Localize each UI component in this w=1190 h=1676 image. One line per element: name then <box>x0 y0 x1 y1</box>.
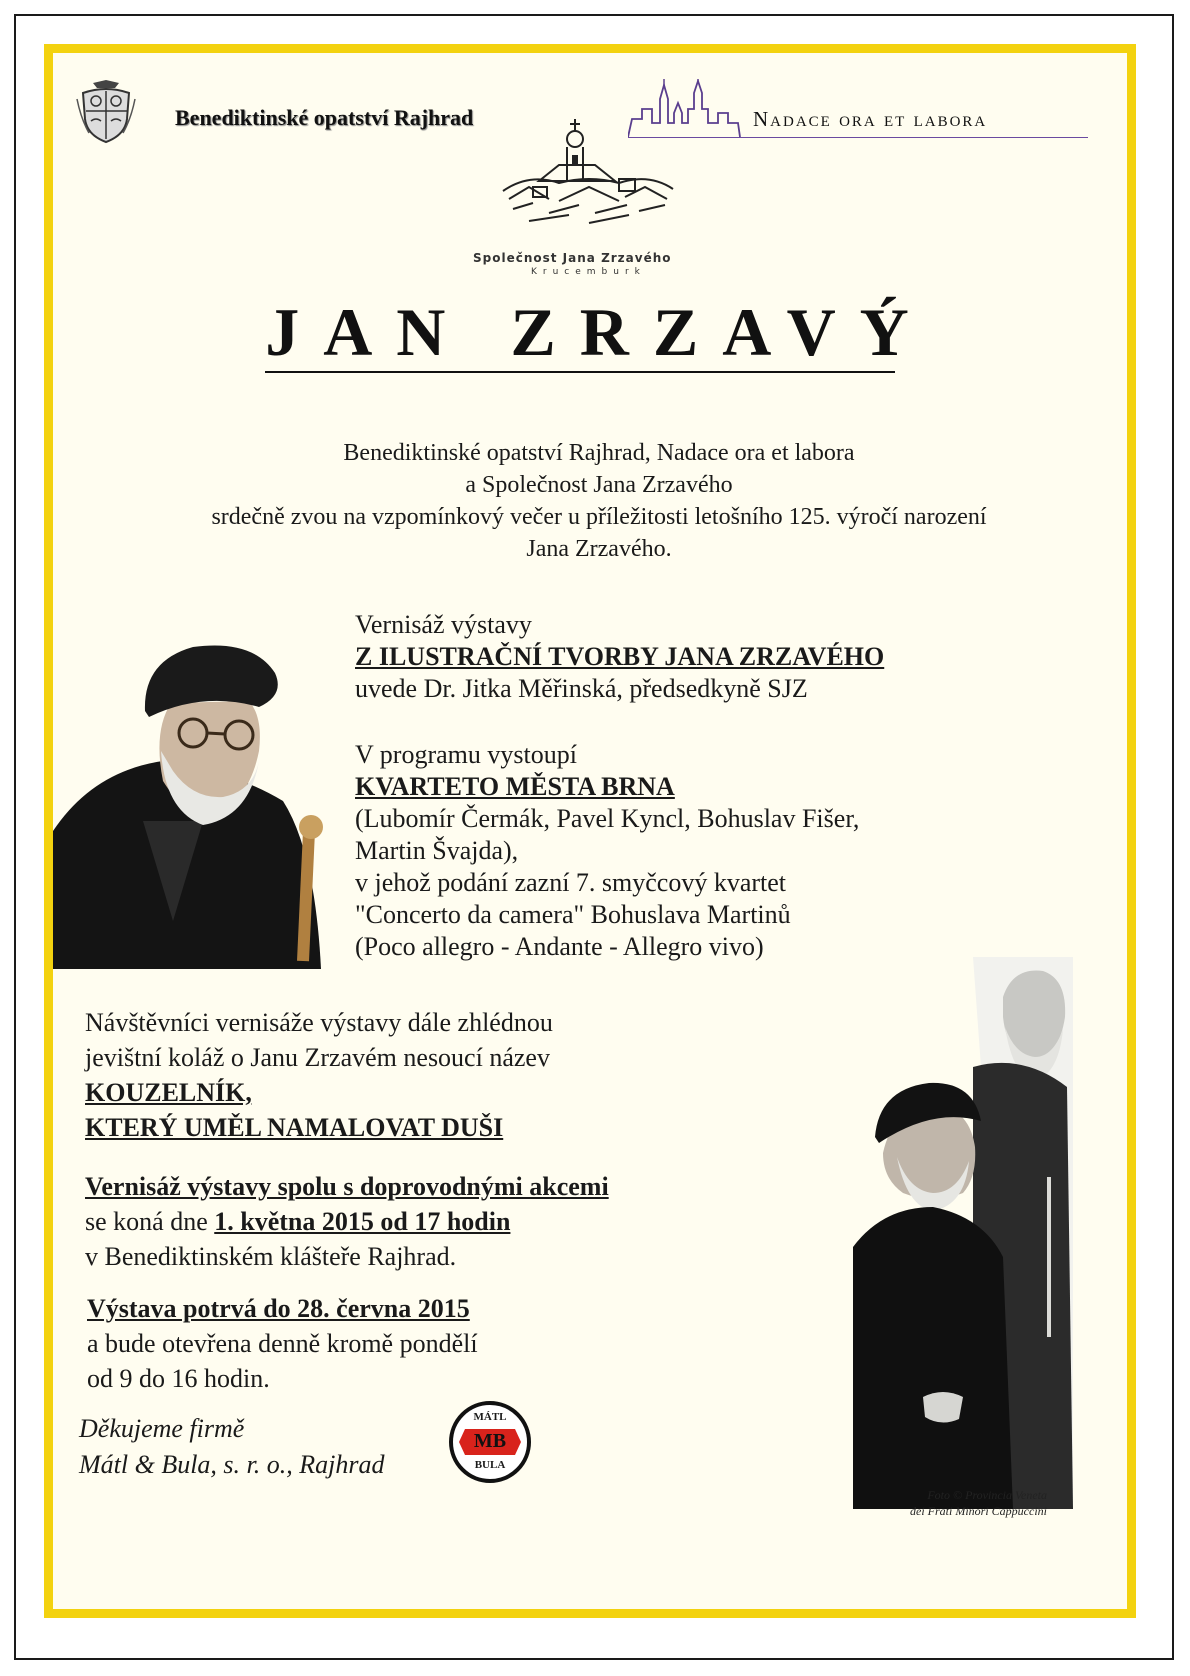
zrzavy-portrait-photo <box>53 621 325 969</box>
event-place: v Benediktinském klášteře Rajhrad. <box>85 1242 457 1271</box>
intro-line-1: Benediktinské opatství Rajhrad, Nadace ora et labora <box>343 440 855 466</box>
exhibition-open-1: a bude otevřena denně kromě pondělí <box>87 1329 478 1358</box>
members-line-1: (Lubomír Čermák, Pavel Kyncl, Bohuslav Fišer, <box>355 804 860 833</box>
program-line-3: (Poco allegro - Andante - Allegro vivo) <box>355 932 764 961</box>
vernisaz-label: Vernisáž výstavy <box>355 610 532 639</box>
intro-line-3: srdečně zvou na vzpomínkový večer u příležitosti letošního 125. výročí narození <box>211 504 987 530</box>
program-line-1: v jehož podání zazní 7. smyčcový kvartet <box>355 868 787 897</box>
society-name: Společnost Jana Zrzavého <box>473 251 672 265</box>
exhibit-title: Z ILUSTRAČNÍ TVORBY JANA ZRZAVÉHO <box>355 642 885 671</box>
society-place: Krucemburk <box>531 267 646 277</box>
photo-credit <box>871 1487 1047 1519</box>
photo-credit-line-1: Foto © Provincia Veneta <box>927 1488 1047 1502</box>
exhibition-until: Výstava potrvá do 28. června 2015 <box>87 1294 470 1323</box>
thanks-block <box>79 1411 385 1483</box>
title-underline <box>265 371 895 373</box>
sponsor-logo-bottom: BULA <box>474 1459 506 1471</box>
program-line-2: "Concerto da camera" Bohuslava Martinů <box>355 900 791 929</box>
foundation-underline <box>628 137 1088 138</box>
thanks-line-2: Mátl & Bula, s. r. o., Rajhrad <box>79 1450 385 1479</box>
collage-line-1: Návštěvníci vernisáže výstavy dále zhlédnou <box>85 1008 553 1037</box>
collage-line-2: jevištní koláž o Janu Zrzavém nesoucí název <box>85 1043 550 1072</box>
sponsor-logo <box>449 1401 531 1483</box>
poster-frame <box>44 44 1136 1618</box>
sponsor-logo-mid: MB <box>473 1430 507 1452</box>
vernisaz-block <box>355 609 884 705</box>
society-village-drawing-icon <box>499 117 677 227</box>
foundation-name: Nadace ora et labora <box>753 107 988 131</box>
thanks-line-1: Děkujeme firmě <box>79 1414 245 1443</box>
photo-credit-line-2: dei Frati Minori Cappuccini <box>910 1504 1047 1518</box>
collage-name-1: KOUZELNÍK, <box>85 1078 252 1107</box>
exhibition-block <box>87 1291 478 1396</box>
event-date: 1. května 2015 od 17 hodin <box>214 1207 511 1236</box>
event-block <box>85 1169 609 1274</box>
event-date-line <box>85 1204 609 1239</box>
sponsor-logo-top: MÁTL <box>473 1411 507 1423</box>
event-date-prefix: se koná dne <box>85 1207 215 1236</box>
abbey-name: Benediktinské opatství Rajhrad <box>175 105 474 130</box>
collage-block <box>85 1005 553 1145</box>
program-block <box>355 739 859 963</box>
intro-text <box>53 437 1145 565</box>
exhibition-open-2: od 9 do 16 hodin. <box>87 1364 270 1393</box>
event-heading: Vernisáž výstavy spolu s doprovodnými akcemi <box>85 1172 609 1201</box>
intro-line-4: Jana Zrzavého. <box>526 536 672 562</box>
poster-title: JAN ZRZAVÝ <box>265 294 933 370</box>
ensemble-name: KVARTETO MĚSTA BRNA <box>355 772 675 801</box>
collage-name-2: KTERÝ UMĚL NAMALOVAT DUŠI <box>85 1113 504 1142</box>
program-label: V programu vystoupí <box>355 740 577 769</box>
intro-line-2: a Společnost Jana Zrzavého <box>465 472 733 498</box>
abbey-coat-of-arms-icon <box>75 79 137 145</box>
members-line-2: Martin Švajda), <box>355 836 519 865</box>
presenter-line: uvede Dr. Jitka Měřinská, předsedkyně SJZ <box>355 674 808 703</box>
zrzavy-with-friar-photo <box>853 957 1073 1509</box>
